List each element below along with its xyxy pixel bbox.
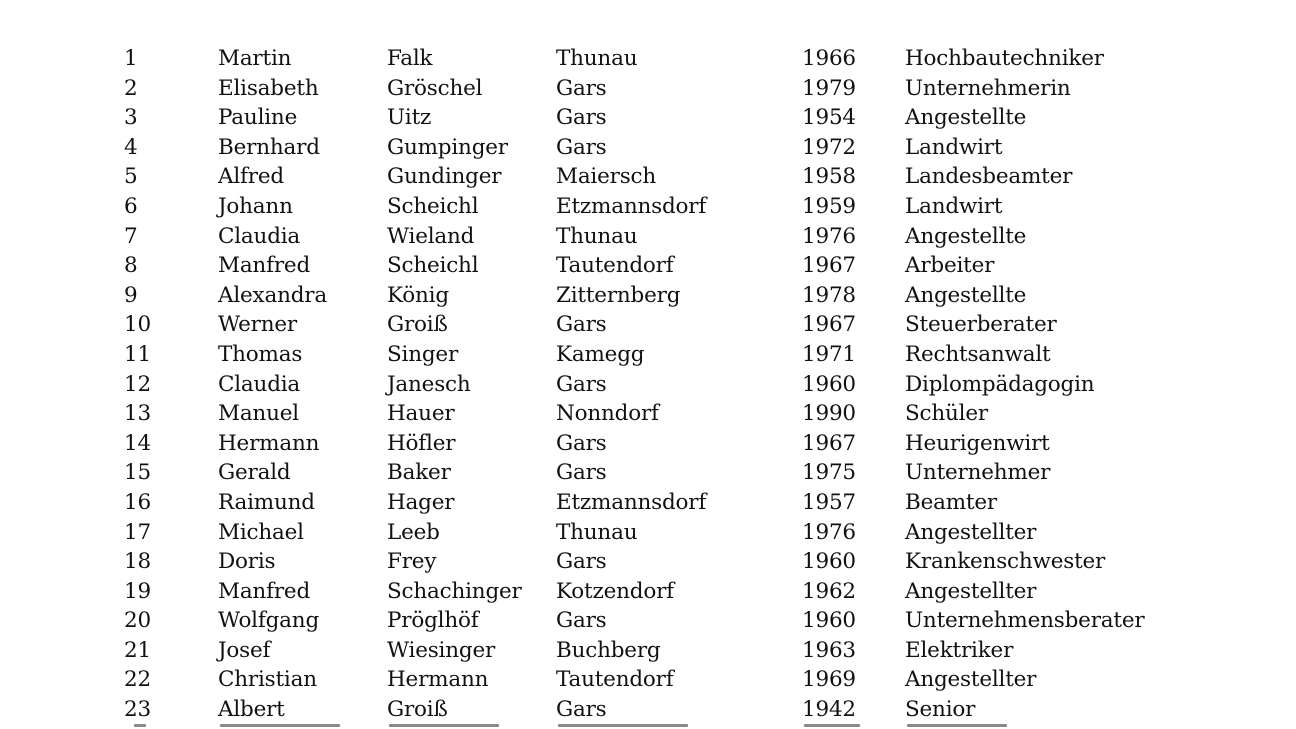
place-cell: Etzmannsdorf xyxy=(556,489,707,515)
place-cell: Maiersch xyxy=(556,164,657,190)
row-number-cell: 19 xyxy=(124,578,151,604)
table-row xyxy=(124,74,1165,104)
birth-year-cell: 1971 xyxy=(802,341,856,367)
occupation-cell: Elektriker xyxy=(905,637,1014,663)
last-name-cell: Leeb xyxy=(387,519,440,545)
row-number-cell: 20 xyxy=(124,608,151,634)
place-cell: Gars xyxy=(556,371,607,397)
first-name-cell: Michael xyxy=(218,519,304,545)
table-row xyxy=(124,695,1165,725)
occupation-cell: Beamter xyxy=(905,489,997,515)
first-name-cell: Doris xyxy=(218,549,276,575)
first-name-cell: Bernhard xyxy=(218,134,320,160)
birth-year-cell: 1954 xyxy=(802,105,856,131)
birth-year-cell: 1959 xyxy=(802,193,856,219)
occupation-cell: Angestellter xyxy=(905,578,1037,604)
place-cell: Thunau xyxy=(556,223,638,249)
occupation-cell: Heurigenwirt xyxy=(905,430,1050,456)
row-number-cell: 6 xyxy=(124,193,138,219)
cut-off-next-row xyxy=(124,724,1164,729)
table-row xyxy=(124,44,1165,74)
table-row xyxy=(124,340,1165,370)
table-row xyxy=(124,606,1165,636)
first-name-cell: Alexandra xyxy=(218,282,327,308)
row-number-cell: 1 xyxy=(124,46,138,71)
last-name-cell: Wiesinger xyxy=(387,637,496,663)
place-cell: Gars xyxy=(556,105,607,131)
birth-year-cell: 1990 xyxy=(802,401,856,427)
row-number-cell: 3 xyxy=(124,105,138,131)
last-name-cell: Gröschel xyxy=(387,75,483,101)
occupation-cell: Angestellter xyxy=(905,519,1037,545)
last-name-cell: Gundinger xyxy=(387,164,502,190)
first-name-cell: Manfred xyxy=(218,578,311,604)
last-name-cell: Pröglhöf xyxy=(387,608,479,634)
candidate-list-body xyxy=(124,44,1165,725)
birth-year-cell: 1978 xyxy=(802,282,856,308)
table-row xyxy=(124,281,1165,311)
first-name-cell: Claudia xyxy=(218,371,301,397)
first-name-cell: Christian xyxy=(218,667,317,693)
birth-year-cell: 1976 xyxy=(802,223,856,249)
table-row xyxy=(124,251,1165,281)
last-name-cell: Singer xyxy=(387,341,459,367)
row-number-cell: 18 xyxy=(124,549,151,575)
first-name-cell: Werner xyxy=(218,312,297,338)
table-row xyxy=(124,133,1165,163)
row-number-cell: 15 xyxy=(124,460,151,486)
occupation-cell: Diplompädagogin xyxy=(905,371,1095,397)
row-number-cell: 17 xyxy=(124,519,151,545)
row-number-cell: 10 xyxy=(124,312,151,338)
birth-year-cell: 1967 xyxy=(802,253,856,279)
first-name-cell: Alfred xyxy=(218,164,284,190)
last-name-cell: Groiß xyxy=(387,697,448,723)
table-row xyxy=(124,636,1165,666)
last-name-cell: König xyxy=(387,282,449,308)
place-cell: Gars xyxy=(556,460,607,486)
table-row xyxy=(124,665,1165,695)
occupation-cell: Arbeiter xyxy=(905,253,995,279)
occupation-cell: Krankenschwester xyxy=(905,549,1106,575)
first-name-cell: Albert xyxy=(218,697,285,723)
last-name-cell: Wieland xyxy=(387,223,475,249)
last-name-cell: Frey xyxy=(387,549,437,575)
row-number-cell: 22 xyxy=(124,667,151,693)
table-row xyxy=(124,518,1165,548)
first-name-cell: Claudia xyxy=(218,223,301,249)
occupation-cell: Unternehmer xyxy=(905,460,1051,486)
place-cell: Gars xyxy=(556,312,607,338)
last-name-cell: Schachinger xyxy=(387,578,522,604)
first-name-cell: Elisabeth xyxy=(218,75,319,101)
first-name-cell: Gerald xyxy=(218,460,291,486)
table-row xyxy=(124,577,1165,607)
place-cell: Zitternberg xyxy=(556,282,681,308)
place-cell: Gars xyxy=(556,697,607,723)
birth-year-cell: 1975 xyxy=(802,460,856,486)
row-number-cell: 21 xyxy=(124,637,151,663)
birth-year-cell: 1963 xyxy=(802,637,856,663)
row-number-cell: 14 xyxy=(124,430,151,456)
occupation-cell: Angestellte xyxy=(905,282,1027,308)
first-name-cell: Thomas xyxy=(218,341,303,367)
last-name-cell: Uitz xyxy=(387,105,432,131)
birth-year-cell: 1960 xyxy=(802,549,856,575)
row-number-cell: 11 xyxy=(124,341,151,367)
row-number-cell: 4 xyxy=(124,134,138,160)
first-name-cell: Martin xyxy=(218,46,292,71)
occupation-cell: Landwirt xyxy=(905,193,1003,219)
last-name-cell: Gumpinger xyxy=(387,134,508,160)
place-cell: Gars xyxy=(556,549,607,575)
birth-year-cell: 1957 xyxy=(802,489,856,515)
table-row xyxy=(124,370,1165,400)
table-row xyxy=(124,103,1165,133)
last-name-cell: Scheichl xyxy=(387,193,479,219)
first-name-cell: Manuel xyxy=(218,401,299,427)
last-name-cell: Janesch xyxy=(387,371,471,397)
birth-year-cell: 1942 xyxy=(802,697,856,723)
last-name-cell: Falk xyxy=(387,46,433,71)
first-name-cell: Hermann xyxy=(218,430,320,456)
occupation-cell: Landwirt xyxy=(905,134,1003,160)
place-cell: Buchberg xyxy=(556,637,661,663)
birth-year-cell: 1966 xyxy=(802,46,856,71)
first-name-cell: Wolfgang xyxy=(218,608,320,634)
table-row xyxy=(124,458,1165,488)
birth-year-cell: 1972 xyxy=(802,134,856,160)
place-cell: Tautendorf xyxy=(556,667,674,693)
table-row xyxy=(124,399,1165,429)
last-name-cell: Groiß xyxy=(387,312,448,338)
birth-year-cell: 1969 xyxy=(802,667,856,693)
row-number-cell: 16 xyxy=(124,489,151,515)
last-name-cell: Höfler xyxy=(387,430,456,456)
place-cell: Thunau xyxy=(556,519,638,545)
row-number-cell: 9 xyxy=(124,282,138,308)
table-row xyxy=(124,429,1165,459)
occupation-cell: Senior xyxy=(905,697,976,723)
occupation-cell: Angestellter xyxy=(905,667,1037,693)
place-cell: Thunau xyxy=(556,46,638,71)
row-number-cell: 5 xyxy=(124,164,138,190)
occupation-cell: Angestellte xyxy=(905,105,1027,131)
birth-year-cell: 1958 xyxy=(802,164,856,190)
last-name-cell: Hager xyxy=(387,489,455,515)
table-row xyxy=(124,547,1165,577)
place-cell: Nonndorf xyxy=(556,401,659,427)
table-row xyxy=(124,488,1165,518)
candidate-list-table xyxy=(124,44,1165,725)
table-row xyxy=(124,192,1165,222)
occupation-cell: Schüler xyxy=(905,401,988,427)
occupation-cell: Landesbeamter xyxy=(905,164,1073,190)
birth-year-cell: 1960 xyxy=(802,371,856,397)
place-cell: Gars xyxy=(556,608,607,634)
first-name-cell: Pauline xyxy=(218,105,298,131)
birth-year-cell: 1962 xyxy=(802,578,856,604)
table-row xyxy=(124,162,1165,192)
row-number-cell: 7 xyxy=(124,223,138,249)
occupation-cell: Steuerberater xyxy=(905,312,1057,338)
first-name-cell: Josef xyxy=(218,637,271,663)
birth-year-cell: 1967 xyxy=(802,430,856,456)
occupation-cell: Rechtsanwalt xyxy=(905,341,1051,367)
birth-year-cell: 1976 xyxy=(802,519,856,545)
row-number-cell: 8 xyxy=(124,253,138,279)
occupation-cell: Unternehmensberater xyxy=(905,608,1145,634)
place-cell: Gars xyxy=(556,134,607,160)
first-name-cell: Raimund xyxy=(218,489,315,515)
row-number-cell: 13 xyxy=(124,401,151,427)
row-number-cell: 2 xyxy=(124,75,138,101)
row-number-cell: 23 xyxy=(124,697,151,723)
first-name-cell: Manfred xyxy=(218,253,311,279)
last-name-cell: Hermann xyxy=(387,667,489,693)
birth-year-cell: 1967 xyxy=(802,312,856,338)
place-cell: Kotzendorf xyxy=(556,578,674,604)
last-name-cell: Baker xyxy=(387,460,451,486)
occupation-cell: Unternehmerin xyxy=(905,75,1071,101)
row-number-cell: 12 xyxy=(124,371,151,397)
occupation-cell: Hochbautechniker xyxy=(905,46,1104,71)
place-cell: Tautendorf xyxy=(556,253,674,279)
place-cell: Kamegg xyxy=(556,341,645,367)
occupation-cell: Angestellte xyxy=(905,223,1027,249)
birth-year-cell: 1960 xyxy=(802,608,856,634)
place-cell: Etzmannsdorf xyxy=(556,193,707,219)
table-row xyxy=(124,310,1165,340)
place-cell: Gars xyxy=(556,75,607,101)
last-name-cell: Hauer xyxy=(387,401,455,427)
birth-year-cell: 1979 xyxy=(802,75,856,101)
last-name-cell: Scheichl xyxy=(387,253,479,279)
place-cell: Gars xyxy=(556,430,607,456)
first-name-cell: Johann xyxy=(218,193,293,219)
table-row xyxy=(124,222,1165,252)
